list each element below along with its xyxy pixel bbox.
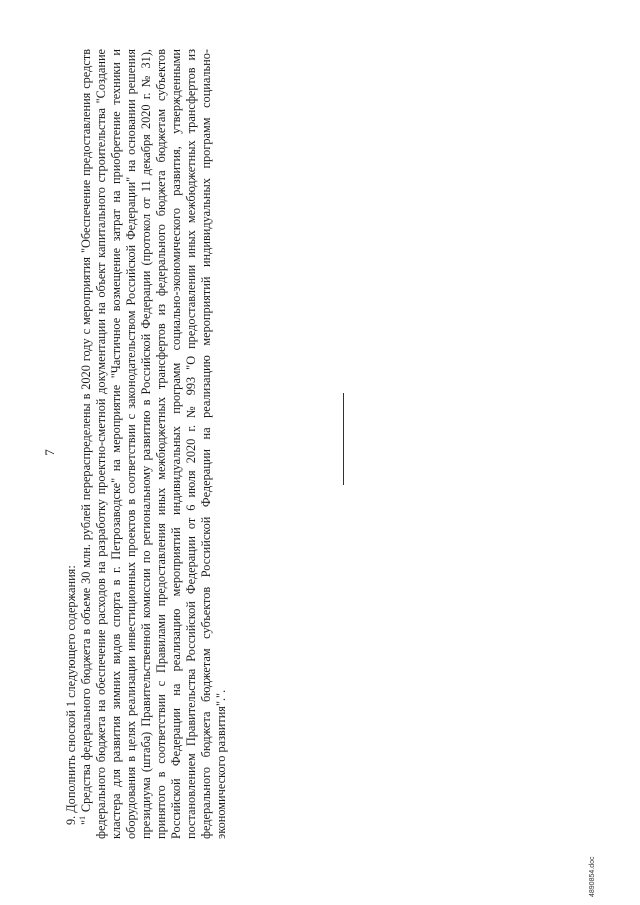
page-number: 7 (42, 449, 57, 456)
footnote-paragraph (79, 49, 229, 839)
footnote-text: Средства федерального бюджета в объеме 30 млн. рублей перераспределены в 2020 году с мероприятия "Обеспечение предоставления средств федерального бюджета на обеспечение расходов на разработку проектно-сметной документации на объект капитального строительства "Создание кластера для развития зимних видов спорта в г. Петрозаводске" на мероприятие "Частичное возмещение затрат на приобретение техники и оборудования в целях реализации инвестиционных проектов в соответствии с законодательством Российской Федерации" на основании решения президиума (штаба) Правительственной комиссии по региональному развитию в Российской Федерации (протокол от 11 декабря 2020 г. № 31), принятого в соответствии с Правилами предоставления иных межбюджетных трансфертов из федерального бюджета бюджетам субъектов Российской Федерации на реализацию мероприятий индивидуальных программ социально-экономического развития, утвержденными постановлением Правительства Российской Федерации от 6 июля 2020 г. № 993 "О предоставлении иных межбюджетных трансфертов из федерального бюджета бюджетам субъектов Российской Федерации на реализацию мероприятий индивидуальных программ социально-экономического развития".". (79, 48, 228, 839)
separator-line (343, 393, 344, 485)
amendment-item: 9. Дополнить сноской 1 следующего содержания: (64, 565, 78, 825)
document-code: 4890854.doc (589, 856, 596, 897)
footnote-open-quote: " (79, 819, 93, 825)
body-text (64, 49, 229, 839)
footnote-marker: 1 (77, 815, 87, 820)
